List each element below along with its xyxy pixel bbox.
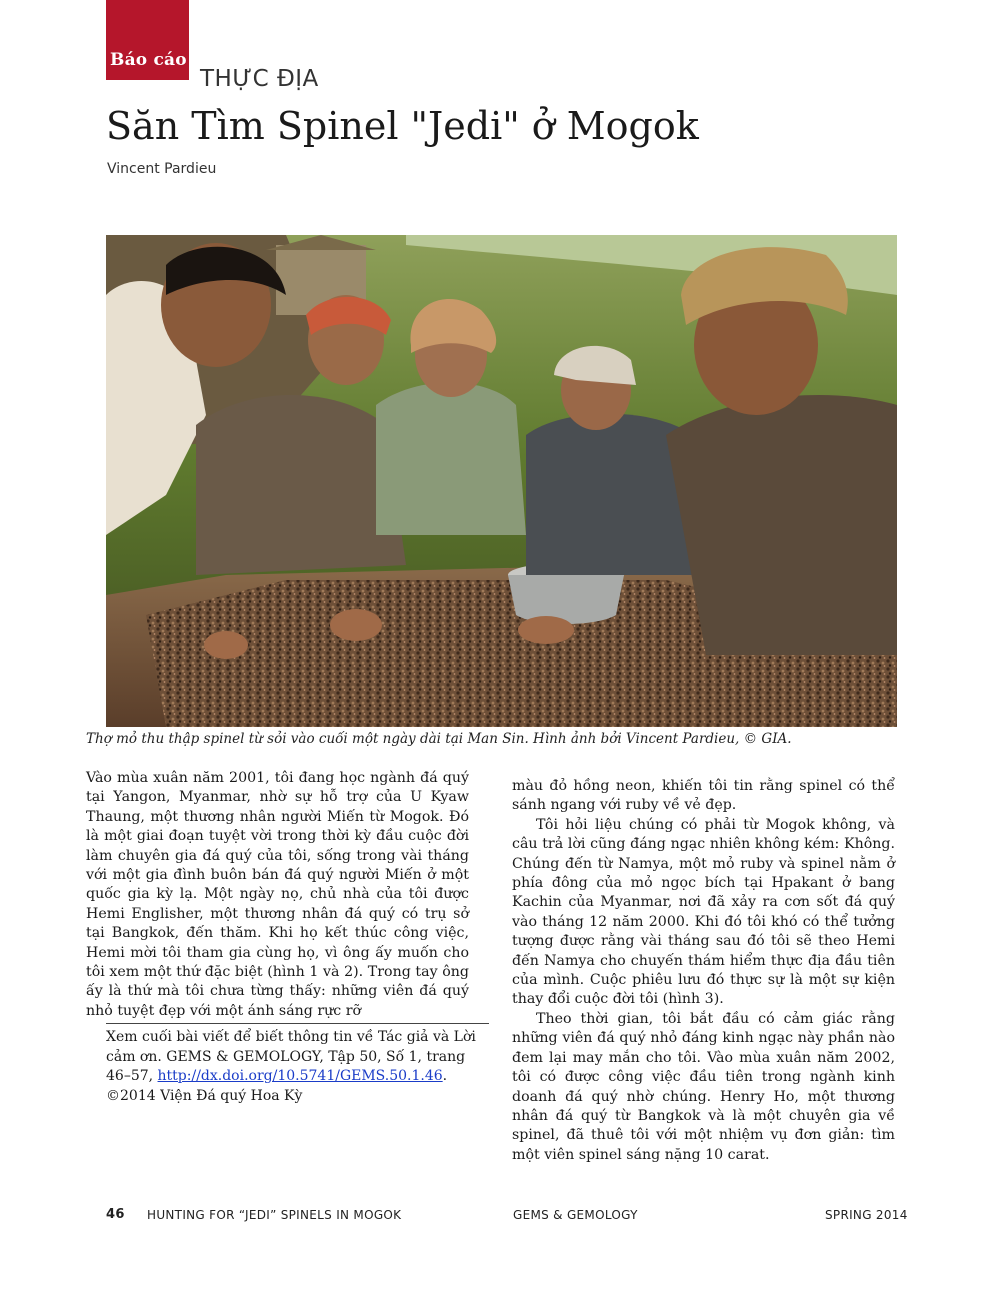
journal-name: GEMS & GEMOLOGY — [513, 1208, 638, 1222]
footnote — [106, 1028, 489, 1106]
body-column-right — [512, 777, 895, 1165]
footnote-text: Xem cuối bài viết để biết thông tin về Tác giả và Lời cảm ơn. GEMS & GEMOLOGY, Tập 50, Số 1, trang 46–57, — [106, 1029, 476, 1085]
issue-season: SPRING 2014 — [825, 1208, 908, 1222]
article-title: Săn Tìm Spinel "Jedi" ở Mogok — [106, 104, 699, 148]
body-column-left — [86, 769, 469, 1021]
page-number: 46 — [106, 1207, 125, 1222]
doi-link[interactable]: http://dx.doi.org/10.5741/GEMS.50.1.46 — [157, 1068, 443, 1085]
report-tag-label: Báo cáo — [110, 50, 187, 70]
report-tag — [106, 0, 189, 80]
section-label: THỰC ĐỊA — [200, 66, 319, 92]
footnote-divider — [106, 1023, 489, 1024]
body-paragraph: Tôi hỏi liệu chúng có phải từ Mogok không, và câu trả lời cũng đáng ngạc nhiên không kém: Không. Chúng đến từ Namya, một mỏ ruby và spinel nằm ở phía đông của mỏ ngọc bích tại Hpakant ở bang Kachin của Myanmar, nơi đã xảy ra cơn sốt đá quý vào tháng 12 năm 2000. Khi đó tôi khó có thể tưởng tượng được rằng vài tháng sau đó tôi sẽ theo Hemi đến Namya cho chuyến thám hiểm thực địa đầu tiên của mình. Cuộc phiêu lưu đó thực sự là một sự kiện thay đổi cuộc đời tôi (hình 3). — [512, 816, 895, 1008]
figure-photo — [106, 235, 897, 727]
body-paragraph: màu đỏ hồng neon, khiến tôi tin rằng spinel có thể sánh ngang với ruby về vẻ đẹp. — [512, 778, 895, 814]
running-title: HUNTING FOR “JEDI” SPINELS IN MOGOK — [147, 1208, 402, 1222]
author-name: Vincent Pardieu — [107, 161, 217, 177]
body-paragraph: Vào mùa xuân năm 2001, tôi đang học ngành đá quý tại Yangon, Myanmar, nhờ sự hỗ trợ của U Kyaw Thaung, một thương nhân người Miến từ Mogok. Đó là một giai đoạn tuyệt vời trong thời kỳ đầu cuộc đời làm chuyên gia đá quý của tôi, sống trong vài tháng với một gia đình buôn bán đá quý người Miến ở một quốc gia kỳ lạ. Một ngày nọ, chủ nhà của tôi được Hemi Englisher, một thương nhân đá quý có trụ sở tại Bangkok, đến thăm. Khi họ kết thúc công việc, Hemi mời tôi tham gia cùng họ, vì ông ấy muốn cho tôi xem một thứ đặc biệt (hình 1 và 2). Trong tay ông ấy là thứ mà tôi chưa từng thấy: những viên đá quý nhỏ tuyệt đẹp với một ánh sáng rực rỡ — [86, 770, 469, 1019]
footnote-copyright: . ©2014 Viện Đá quý Hoa Kỳ — [106, 1068, 448, 1104]
body-paragraph: Theo thời gian, tôi bắt đầu có cảm giác rằng những viên đá quý nhỏ đáng kinh ngạc này phần nào đem lại may mắn cho tôi. Vào mùa xuân năm 2002, tôi có được công việc đầu tiên trong ngành kinh doanh đá quý nhờ chúng. Henry Ho, một thương nhân đá quý từ Bangkok và là một chuyên gia về spinel, đã thuê tôi với một nhiệm vụ đơn giản: tìm một viên spinel sáng nặng 10 carat. — [512, 1010, 895, 1163]
figure-caption: Thợ mỏ thu thập spinel từ sỏi vào cuối một ngày dài tại Man Sin. Hình ảnh bởi Vincent Pardieu, © GIA. — [86, 731, 792, 747]
